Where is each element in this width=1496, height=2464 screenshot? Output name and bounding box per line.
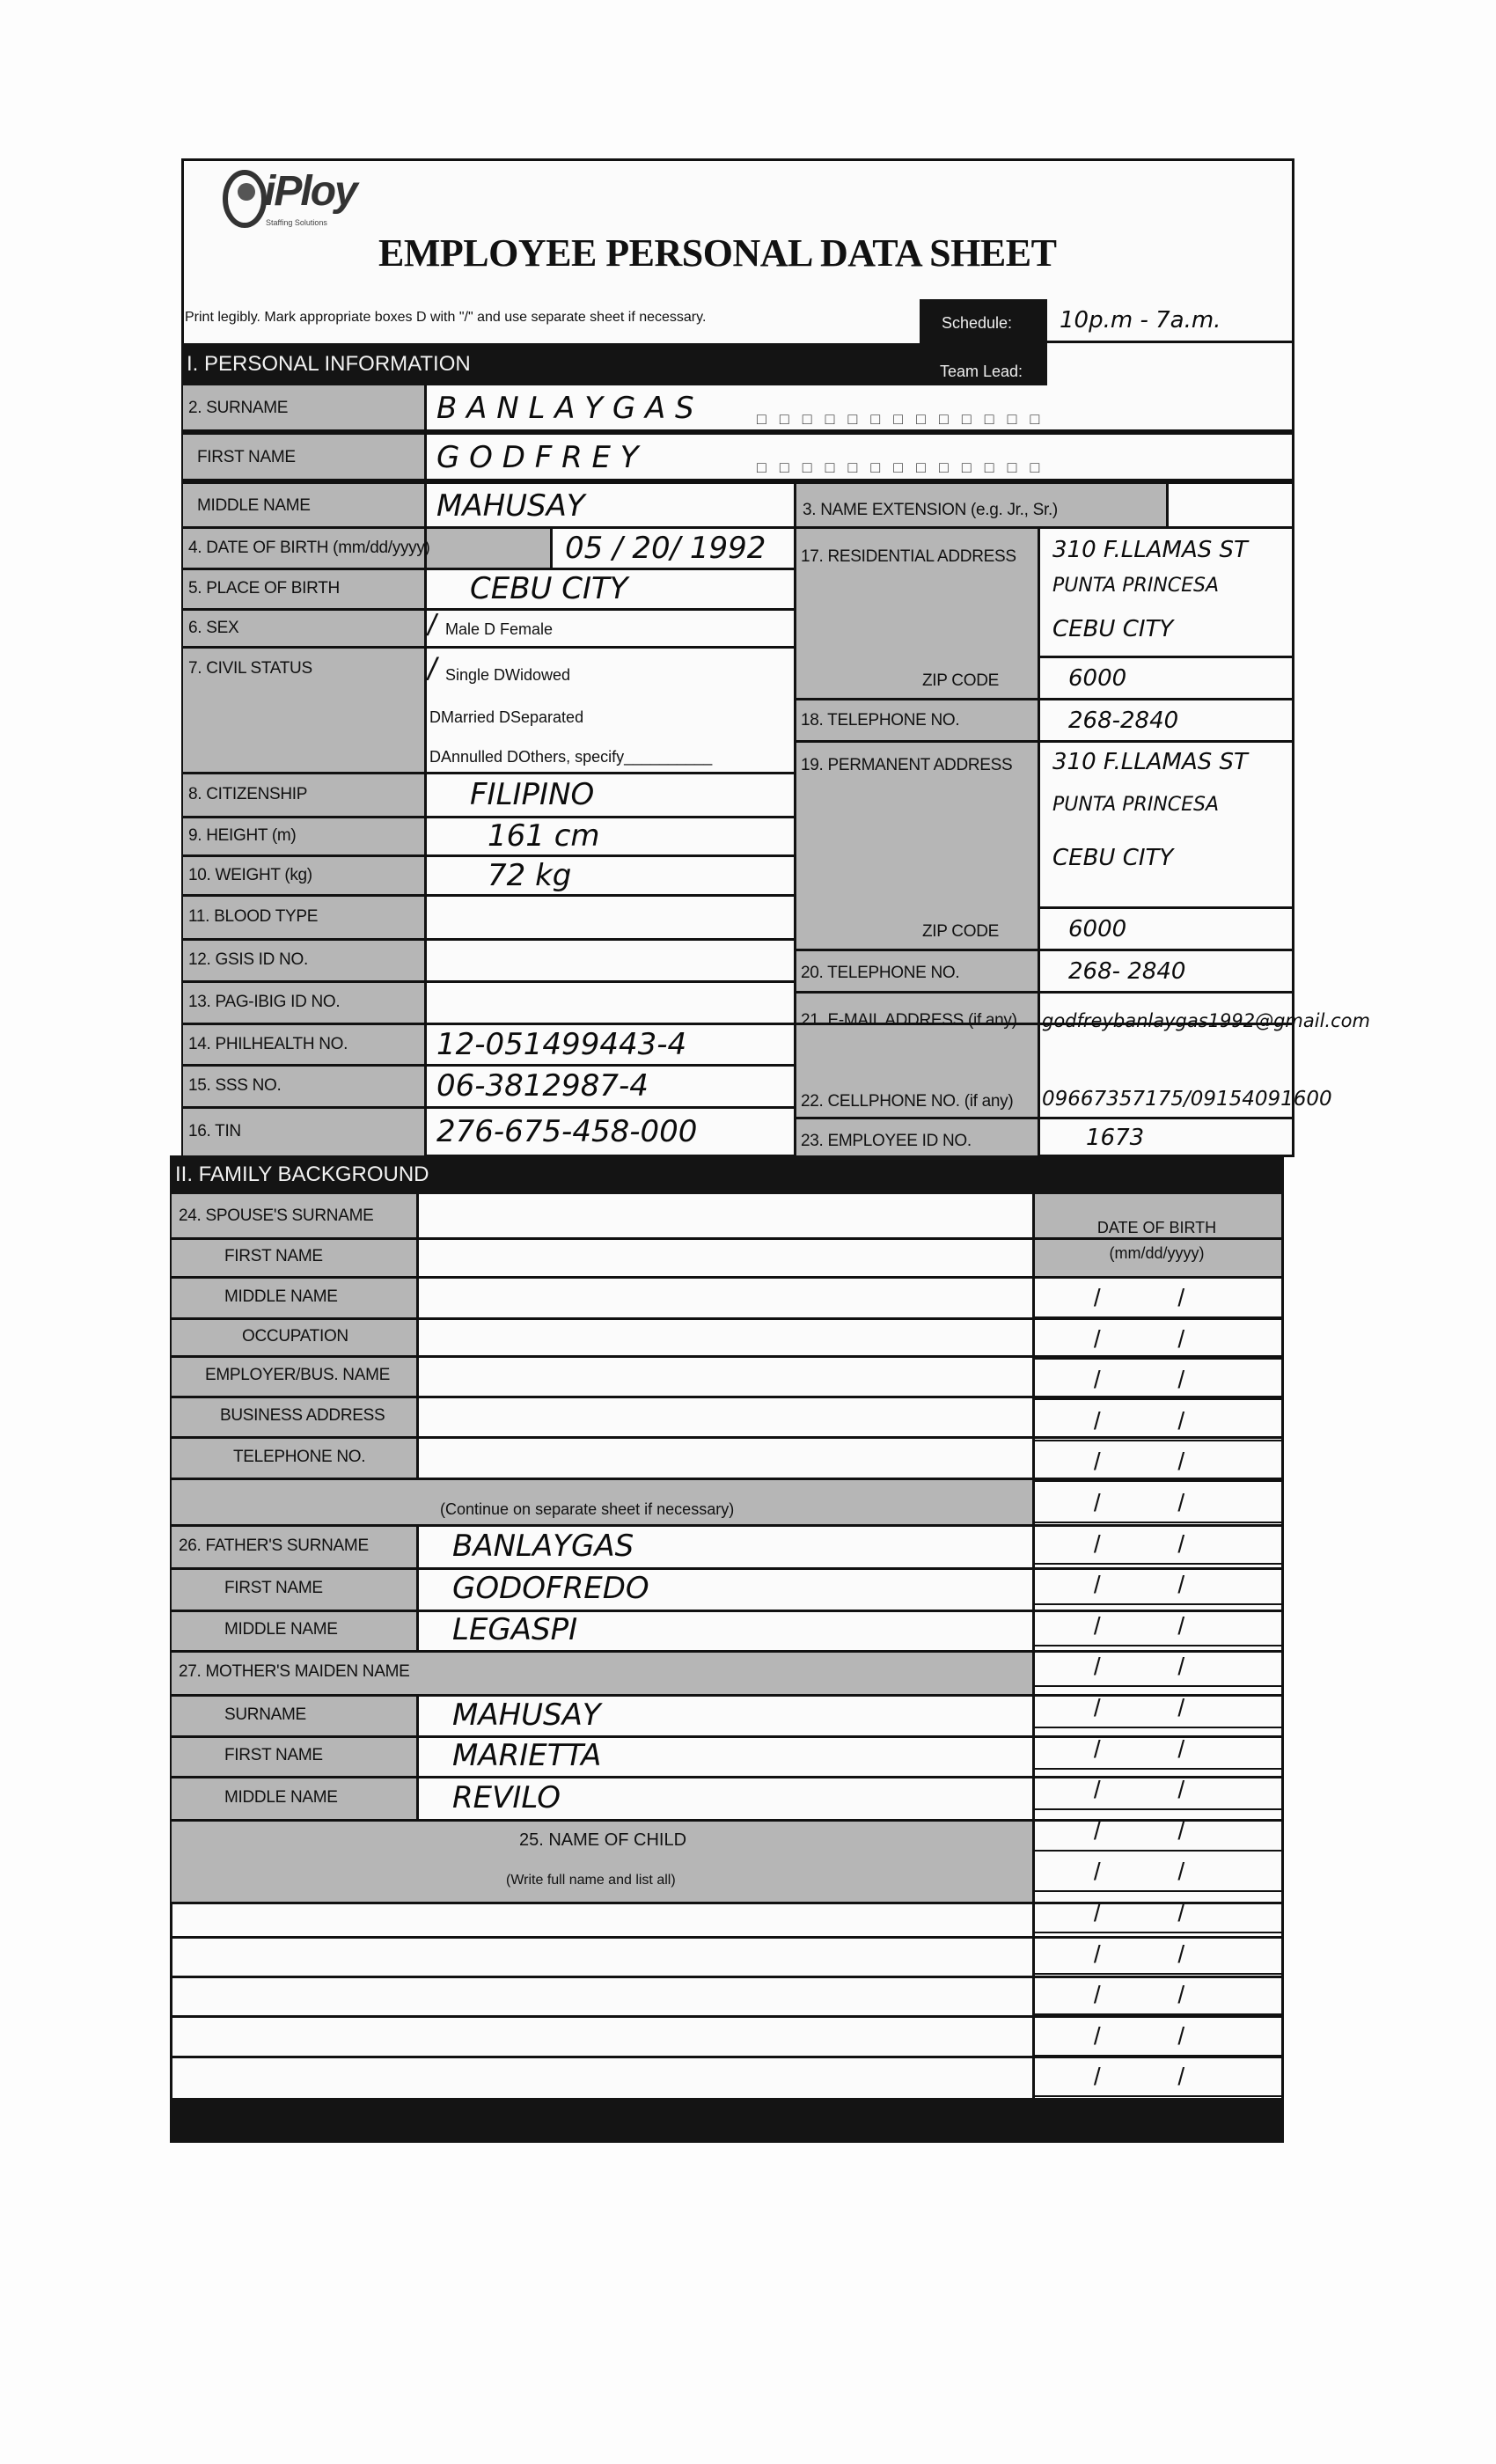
spouse-first-name-field[interactable]	[419, 1237, 1032, 1276]
father-middle-name-field[interactable]: LEGASPI	[452, 1612, 578, 1647]
surname-label: 2. SURNAME	[188, 399, 289, 417]
name-extension-field[interactable]	[1169, 484, 1290, 526]
tin-field[interactable]: 276-675-458-000	[436, 1114, 698, 1149]
blood-type-label: 11. BLOOD TYPE	[188, 907, 319, 926]
philhealth-field[interactable]: 12-051499443-4	[436, 1026, 687, 1062]
citizenship-field[interactable]: FILIPINO	[470, 777, 595, 812]
mother-surname-field[interactable]: MAHUSAY	[452, 1697, 601, 1733]
child-dob-field[interactable]: / /	[1093, 1981, 1221, 2009]
mother-surname-label: SURNAME	[224, 1705, 306, 1724]
middle-name-label: MIDDLE NAME	[197, 496, 311, 515]
civil-status-option-row1[interactable]: Single DWidowed	[445, 666, 571, 684]
weight-field[interactable]: 72 kg	[488, 857, 572, 893]
perm-zip-field[interactable]: 6000	[1068, 915, 1127, 942]
first-name-field[interactable]: G O D F R E Y	[436, 440, 639, 475]
spouse-surname-field[interactable]	[419, 1194, 1032, 1237]
logo-text: iPloy	[264, 168, 356, 215]
place-of-birth-field[interactable]: CEBU CITY	[470, 571, 628, 606]
child-dob-field[interactable]: / /	[1093, 1816, 1221, 1844]
page-title: EMPLOYEE PERSONAL DATA SHEET	[378, 231, 1057, 275]
spouse-middle-name-field[interactable]	[419, 1276, 1032, 1317]
child-dob-field[interactable]: / /	[1093, 1406, 1221, 1434]
name-extension-label: 3. NAME EXTENSION (e.g. Jr., Sr.)	[803, 501, 1058, 519]
child-name-header: 25. NAME OF CHILD	[519, 1830, 687, 1850]
residential-address-line1[interactable]: 310 F.LLAMAS ST	[1052, 537, 1248, 563]
surname-field[interactable]: B A N L A Y G A S	[436, 391, 694, 426]
telephone-2-field[interactable]: 268- 2840	[1068, 957, 1186, 985]
child-dob-field[interactable]: / /	[1093, 1694, 1221, 1721]
business-address-label: BUSINESS ADDRESS	[220, 1406, 385, 1425]
occupation-field[interactable]	[419, 1317, 1032, 1355]
height-label: 9. HEIGHT (m)	[188, 826, 297, 845]
child-dob-field[interactable]: / /	[1093, 1734, 1221, 1763]
place-of-birth-label: 5. PLACE OF BIRTH	[188, 579, 340, 598]
right-label-column	[794, 528, 1038, 1155]
mother-middle-name-label: MIDDLE NAME	[224, 1787, 338, 1807]
civil-status-option-row2[interactable]: DMarried DSeparated	[429, 708, 584, 726]
gsis-field[interactable]	[424, 940, 794, 980]
column-line	[416, 1194, 419, 1478]
gsis-label: 12. GSIS ID NO.	[188, 950, 308, 969]
team-lead-label: Team Lead:	[940, 363, 1023, 380]
sss-field[interactable]: 06-3812987-4	[436, 1068, 649, 1104]
spouse-middle-name-label: MIDDLE NAME	[224, 1287, 338, 1306]
dob-header-title: DATE OF BIRTH	[1096, 1219, 1217, 1236]
spouse-surname-label: 24. SPOUSE'S SURNAME	[179, 1206, 374, 1225]
permanent-address-line1[interactable]: 310 F.LLAMAS ST	[1052, 749, 1248, 775]
dob-label: 4. DATE OF BIRTH (mm/dd/yyyy)	[188, 538, 430, 557]
sss-label: 15. SSS NO.	[188, 1076, 282, 1095]
citizenship-label: 8. CITIZENSHIP	[188, 785, 308, 803]
employer-field[interactable]	[419, 1355, 1032, 1396]
mother-maiden-name-label: 27. MOTHER'S MAIDEN NAME	[179, 1662, 410, 1681]
philhealth-label: 14. PHILHEALTH NO.	[188, 1034, 348, 1053]
child-dob-field[interactable]: / /	[1093, 1366, 1221, 1394]
dob-row-line	[1032, 2095, 1284, 2097]
first-name-label: FIRST NAME	[197, 448, 296, 466]
footer-bar	[170, 2098, 1284, 2142]
section-personal-information: I. PERSONAL INFORMATION	[181, 343, 1047, 385]
permanent-address-line3[interactable]: CEBU CITY	[1052, 845, 1174, 871]
residential-address-line3[interactable]: CEBU CITY	[1052, 616, 1174, 642]
child-dob-field[interactable]: / /	[1093, 1611, 1221, 1639]
sex-checkmark[interactable]: /	[428, 609, 436, 642]
civil-status-checkmark[interactable]: /	[428, 651, 437, 687]
spouse-telephone-label: TELEPHONE NO.	[233, 1447, 366, 1466]
telephone-1-label: 18. TELEPHONE NO.	[801, 710, 960, 730]
child-dob-field[interactable]: / /	[1093, 1899, 1221, 1926]
child-name-note: (Write full name and list all)	[506, 1873, 676, 1888]
telephone-2-label: 20. TELEPHONE NO.	[801, 964, 960, 982]
business-address-field[interactable]	[419, 1396, 1032, 1436]
child-dob-field[interactable]: / /	[1093, 2063, 1221, 2091]
dob-field[interactable]: 05 / 20/ 1992	[565, 530, 766, 566]
residential-address-label: 17. RESIDENTIAL ADDRESS	[801, 547, 1016, 566]
schedule-value[interactable]: 10p.m - 7a.m.	[1047, 299, 1292, 343]
child-dob-field[interactable]: / /	[1093, 2021, 1221, 2050]
child-dob-field[interactable]: / /	[1093, 1284, 1221, 1311]
email-label: 21. E-MAIL ADDRESS (if any)	[801, 1011, 1017, 1030]
permanent-address-line2[interactable]: PUNTA PRINCESA	[1052, 793, 1220, 816]
employee-id-label: 23. EMPLOYEE ID NO.	[801, 1131, 972, 1150]
instructions: Print legibly. Mark appropriate boxes D with "/" and use separate sheet if necessary.	[185, 310, 707, 325]
pagibig-field[interactable]	[424, 982, 794, 1023]
child-dob-field[interactable]: / /	[1093, 1489, 1221, 1516]
pagibig-label: 13. PAG-IBIG ID NO.	[188, 993, 341, 1011]
child-dob-field[interactable]: / /	[1093, 1571, 1221, 1599]
child-dob-field[interactable]: / /	[1093, 1776, 1221, 1804]
father-middle-name-label: MIDDLE NAME	[224, 1620, 338, 1639]
row-line	[170, 1237, 1284, 1240]
child-dob-field[interactable]: / /	[1093, 1324, 1221, 1353]
column-line	[416, 1694, 419, 1819]
perm-zip-label: ZIP CODE	[922, 922, 999, 941]
letter-boxes: □□□□□□□□□□□□□	[757, 410, 1053, 428]
spouse-first-name-label: FIRST NAME	[224, 1247, 323, 1265]
child-dob-field[interactable]: / /	[1093, 1653, 1221, 1681]
blood-type-field[interactable]	[424, 896, 794, 938]
res-zip-label: ZIP CODE	[922, 671, 999, 690]
mother-middle-name-field[interactable]: REVILO	[452, 1779, 561, 1815]
res-zip-field[interactable]: 6000	[1068, 664, 1127, 692]
logo-tagline: Staffing Solutions	[266, 218, 327, 227]
cellphone-field[interactable]: 09667357175/09154091600	[1042, 1088, 1332, 1111]
height-field[interactable]: 161 cm	[488, 818, 600, 854]
sex-label: 6. SEX	[188, 618, 239, 637]
employee-id-field[interactable]: 1673	[1086, 1124, 1145, 1151]
mother-first-name-field[interactable]: MARIETTA	[452, 1738, 602, 1773]
employer-label: EMPLOYER/BUS. NAME	[205, 1366, 390, 1384]
child-dob-field[interactable]: / /	[1093, 1940, 1221, 1968]
spouse-telephone-field[interactable]	[419, 1436, 1032, 1478]
middle-name-field[interactable]: MAHUSAY	[436, 488, 585, 524]
child-dob-field[interactable]: / /	[1093, 1529, 1221, 1558]
occupation-label: OCCUPATION	[242, 1326, 348, 1346]
weight-label: 10. WEIGHT (kg)	[188, 865, 312, 884]
civil-status-option-row3[interactable]: DAnnulled DOthers, specify__________	[429, 748, 713, 766]
telephone-1-field[interactable]: 268-2840	[1068, 707, 1179, 734]
dob-header-format: (mm/dd/yyyy)	[1109, 1244, 1205, 1262]
sex-options[interactable]: Male D Female	[445, 620, 554, 638]
civil-status-label: 7. CIVIL STATUS	[188, 659, 312, 678]
permanent-address-label: 19. PERMANENT ADDRESS	[801, 756, 1013, 774]
father-first-name-field[interactable]: GODOFREDO	[452, 1571, 649, 1606]
continue-note: (Continue on separate sheet if necessary)	[440, 1500, 735, 1518]
father-surname-field[interactable]: BANLAYGAS	[452, 1528, 634, 1564]
father-surname-label: 26. FATHER'S SURNAME	[179, 1536, 369, 1555]
child-dob-field[interactable]: / /	[1093, 1858, 1221, 1886]
schedule-label: Schedule:	[942, 314, 1013, 332]
father-first-name-label: FIRST NAME	[224, 1579, 323, 1597]
letter-boxes: □□□□□□□□□□□□□	[757, 458, 1053, 476]
residential-address-line2[interactable]: PUNTA PRINCESA	[1052, 574, 1220, 597]
cellphone-label: 22. CELLPHONE NO. (if any)	[801, 1092, 1014, 1111]
tin-label: 16. TIN	[188, 1122, 241, 1140]
child-dob-field[interactable]: / /	[1093, 1448, 1221, 1476]
team-lead-value[interactable]	[1047, 345, 1292, 385]
mother-first-name-label: FIRST NAME	[224, 1746, 323, 1764]
section-family-background: II. FAMILY BACKGROUND	[170, 1155, 1284, 1194]
column-line	[416, 1524, 419, 1650]
email-field[interactable]: godfreybanlaygas1992@gmail.com	[1042, 1010, 1370, 1031]
